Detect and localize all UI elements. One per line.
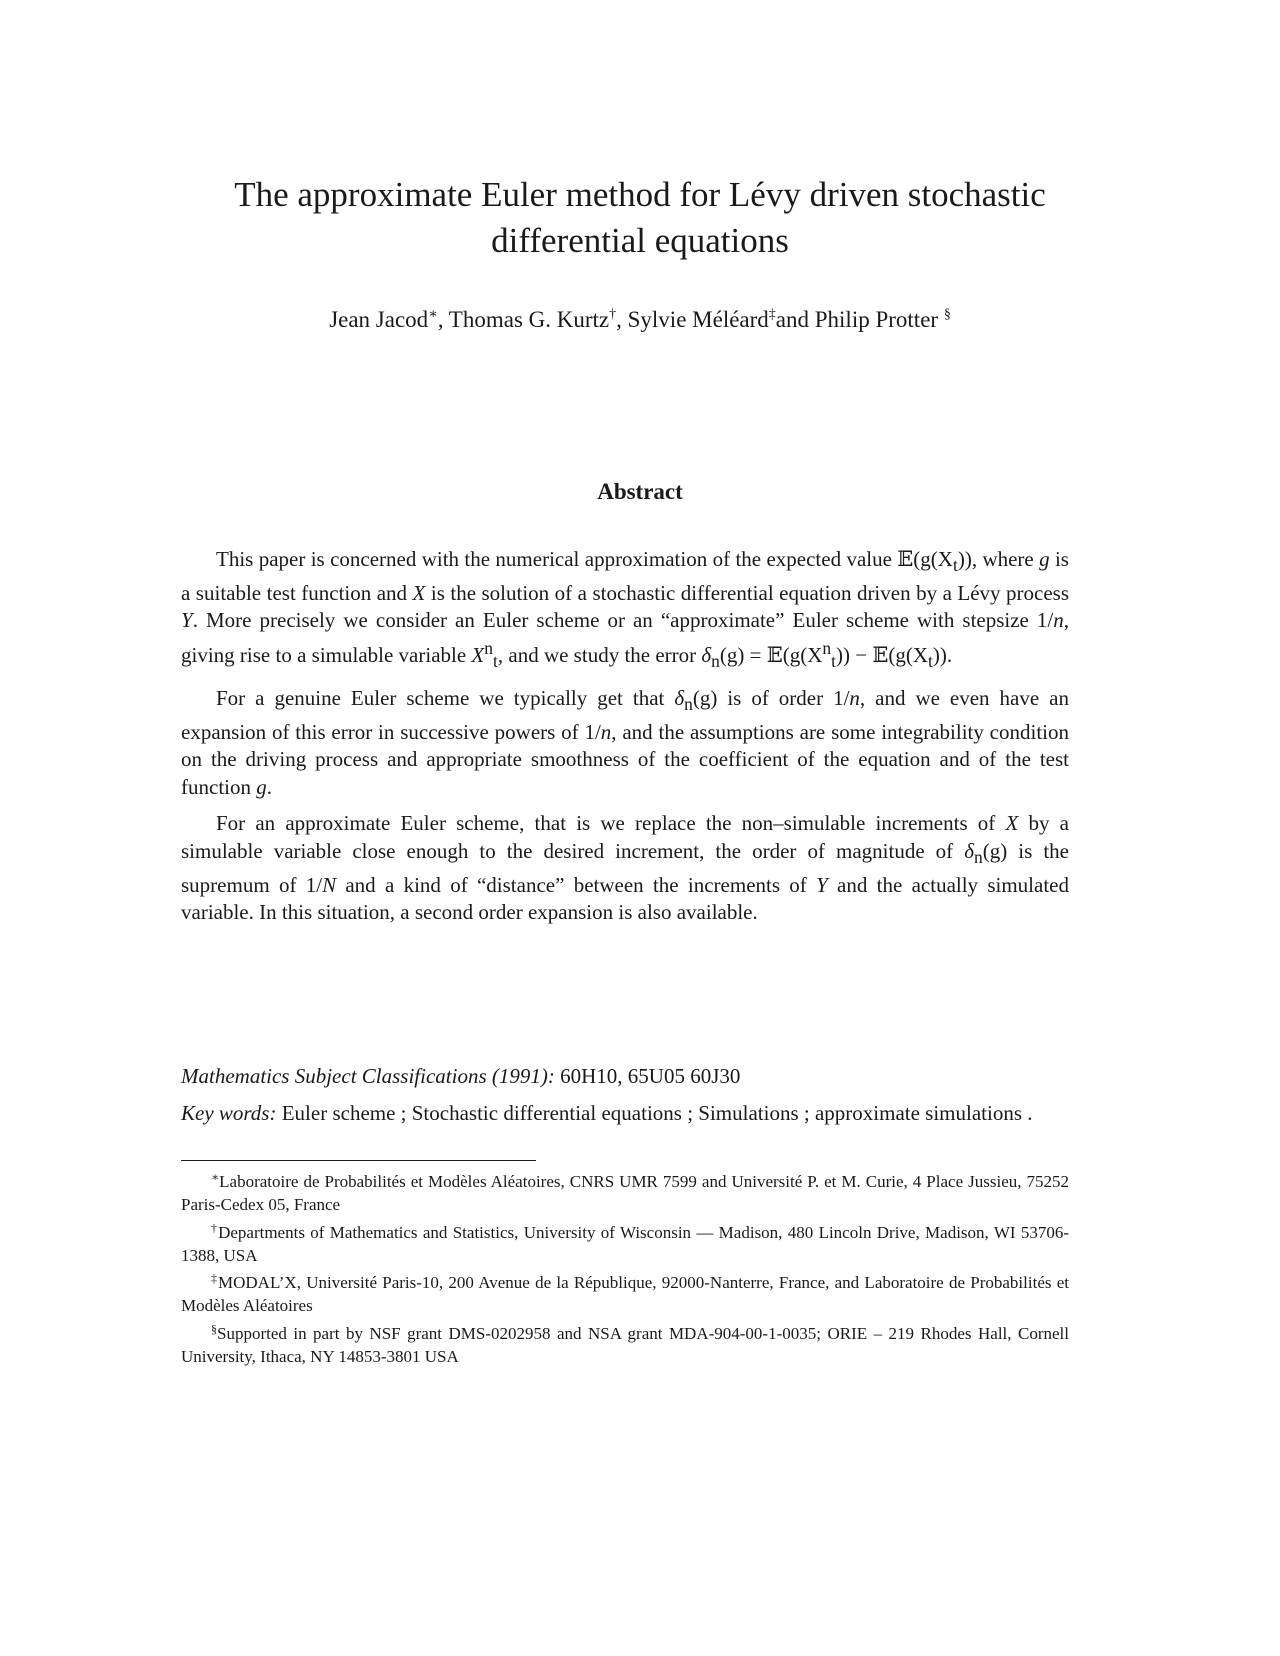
footnote-text: MODAL’X, Université Paris-10, 200 Avenue de la République, 92000-Nanterre, France, and Laboratoire de Probabilités et Modèles Aléatoires bbox=[181, 1273, 1069, 1316]
msc-classification bbox=[181, 1063, 1069, 1091]
footnote-affiliation bbox=[181, 1166, 1069, 1217]
paper-title bbox=[0, 172, 1280, 264]
footnote-affiliation bbox=[181, 1267, 1069, 1318]
title-line-2: differential equations bbox=[491, 221, 789, 260]
footnote-mark: ‡ bbox=[768, 307, 776, 322]
msc-label: Mathematics Subject Classifications (1991): bbox=[181, 1064, 555, 1088]
author-separator: , bbox=[437, 307, 449, 332]
footnote-mark: ∗ bbox=[428, 307, 438, 322]
footnote-mark: † bbox=[211, 1220, 219, 1235]
abstract-heading: Abstract bbox=[597, 479, 683, 504]
keywords-value: Euler scheme ; Stochastic differential equations ; Simulations ; approximate simulations . bbox=[276, 1100, 1033, 1125]
footnote-affiliation bbox=[181, 1318, 1069, 1369]
footnote-rule bbox=[181, 1160, 536, 1161]
footnote-text: Laboratoire de Probabilités et Modèles Aléatoires, CNRS UMR 7599 and Université P. et M. Curie, 4 Place Jussieu, 75252 Paris-Cedex 05, France bbox=[181, 1172, 1069, 1215]
keywords bbox=[181, 1100, 1069, 1128]
footnote-text: Supported in part by NSF grant DMS-0202958 and NSA grant MDA-904-00-1-0035; ORIE – 219 Rhodes Hall, Cornell University, Ithaca, NY 14853-3801 USA bbox=[181, 1323, 1069, 1367]
author-name: Jean Jacod bbox=[329, 307, 429, 332]
msc-value: 60H10, 65U05 60J30 bbox=[554, 1064, 741, 1088]
author-separator: , bbox=[616, 307, 628, 332]
footnote-affiliation bbox=[181, 1217, 1069, 1268]
footnote-text: Departments of Mathematics and Statistics, University of Wisconsin — Madison, 480 Lincoln Drive, Madison, WI 53706-1388, USA bbox=[181, 1222, 1070, 1265]
keywords-label: Key words: bbox=[181, 1100, 277, 1125]
footnotes bbox=[181, 1166, 1069, 1368]
abstract-paragraph: For an approximate Euler scheme, that is we replace the non–simulable increments of X by a simulable variable close enough to the desired increment, the order of magnitude of $\delta_n(g)$ is the supremum of 1/N and a kind of “distance” between the increments of Y and the actually simulated variable. In this situation, a second order expansion is also available. bbox=[181, 811, 1069, 925]
abstract-body bbox=[181, 546, 1069, 936]
author-name: Philip Protter bbox=[814, 307, 939, 332]
title-line-1: The approximate Euler method for Lévy driven stochastic bbox=[234, 175, 1046, 214]
footnote-mark: ‡ bbox=[211, 1271, 218, 1286]
author-name: Sylvie Méléard bbox=[627, 307, 769, 332]
paper-metadata bbox=[181, 1063, 1069, 1136]
author-name: Thomas G. Kurtz bbox=[448, 307, 610, 332]
footnote-mark: ∗ bbox=[211, 1170, 220, 1184]
author-and: and bbox=[775, 307, 809, 332]
footnote-mark: § bbox=[211, 1321, 217, 1336]
abstract-paragraph: This paper is concerned with the numerical approximation of the expected value $𝔼(g(X_t))$, where g is a suitable test function and X is the solution of a stochastic differential equation driven by a Lévy process Y. More precisely we consider an Euler scheme or an “approximate” Euler scheme with stepsize 1/n, giving rise to a simulable variable $X^n_t$, and we study the error $\delta_n(g)$ = $𝔼(g(X^n_t))$ − $𝔼(g(X_t))$. bbox=[181, 547, 1069, 672]
author-list bbox=[0, 300, 1280, 335]
footnote-mark: † bbox=[609, 307, 617, 322]
footnote-mark: § bbox=[943, 307, 951, 322]
abstract-paragraph: For a genuine Euler scheme we typically get that $\delta_n(g)$ is of order 1/n, and we even have an expansion of this error in successive powers of 1/n, and the assumptions are some integrability condition on the driving process and appropriate smoothness of the coefficient of the equation and of the test function g. bbox=[181, 685, 1070, 799]
